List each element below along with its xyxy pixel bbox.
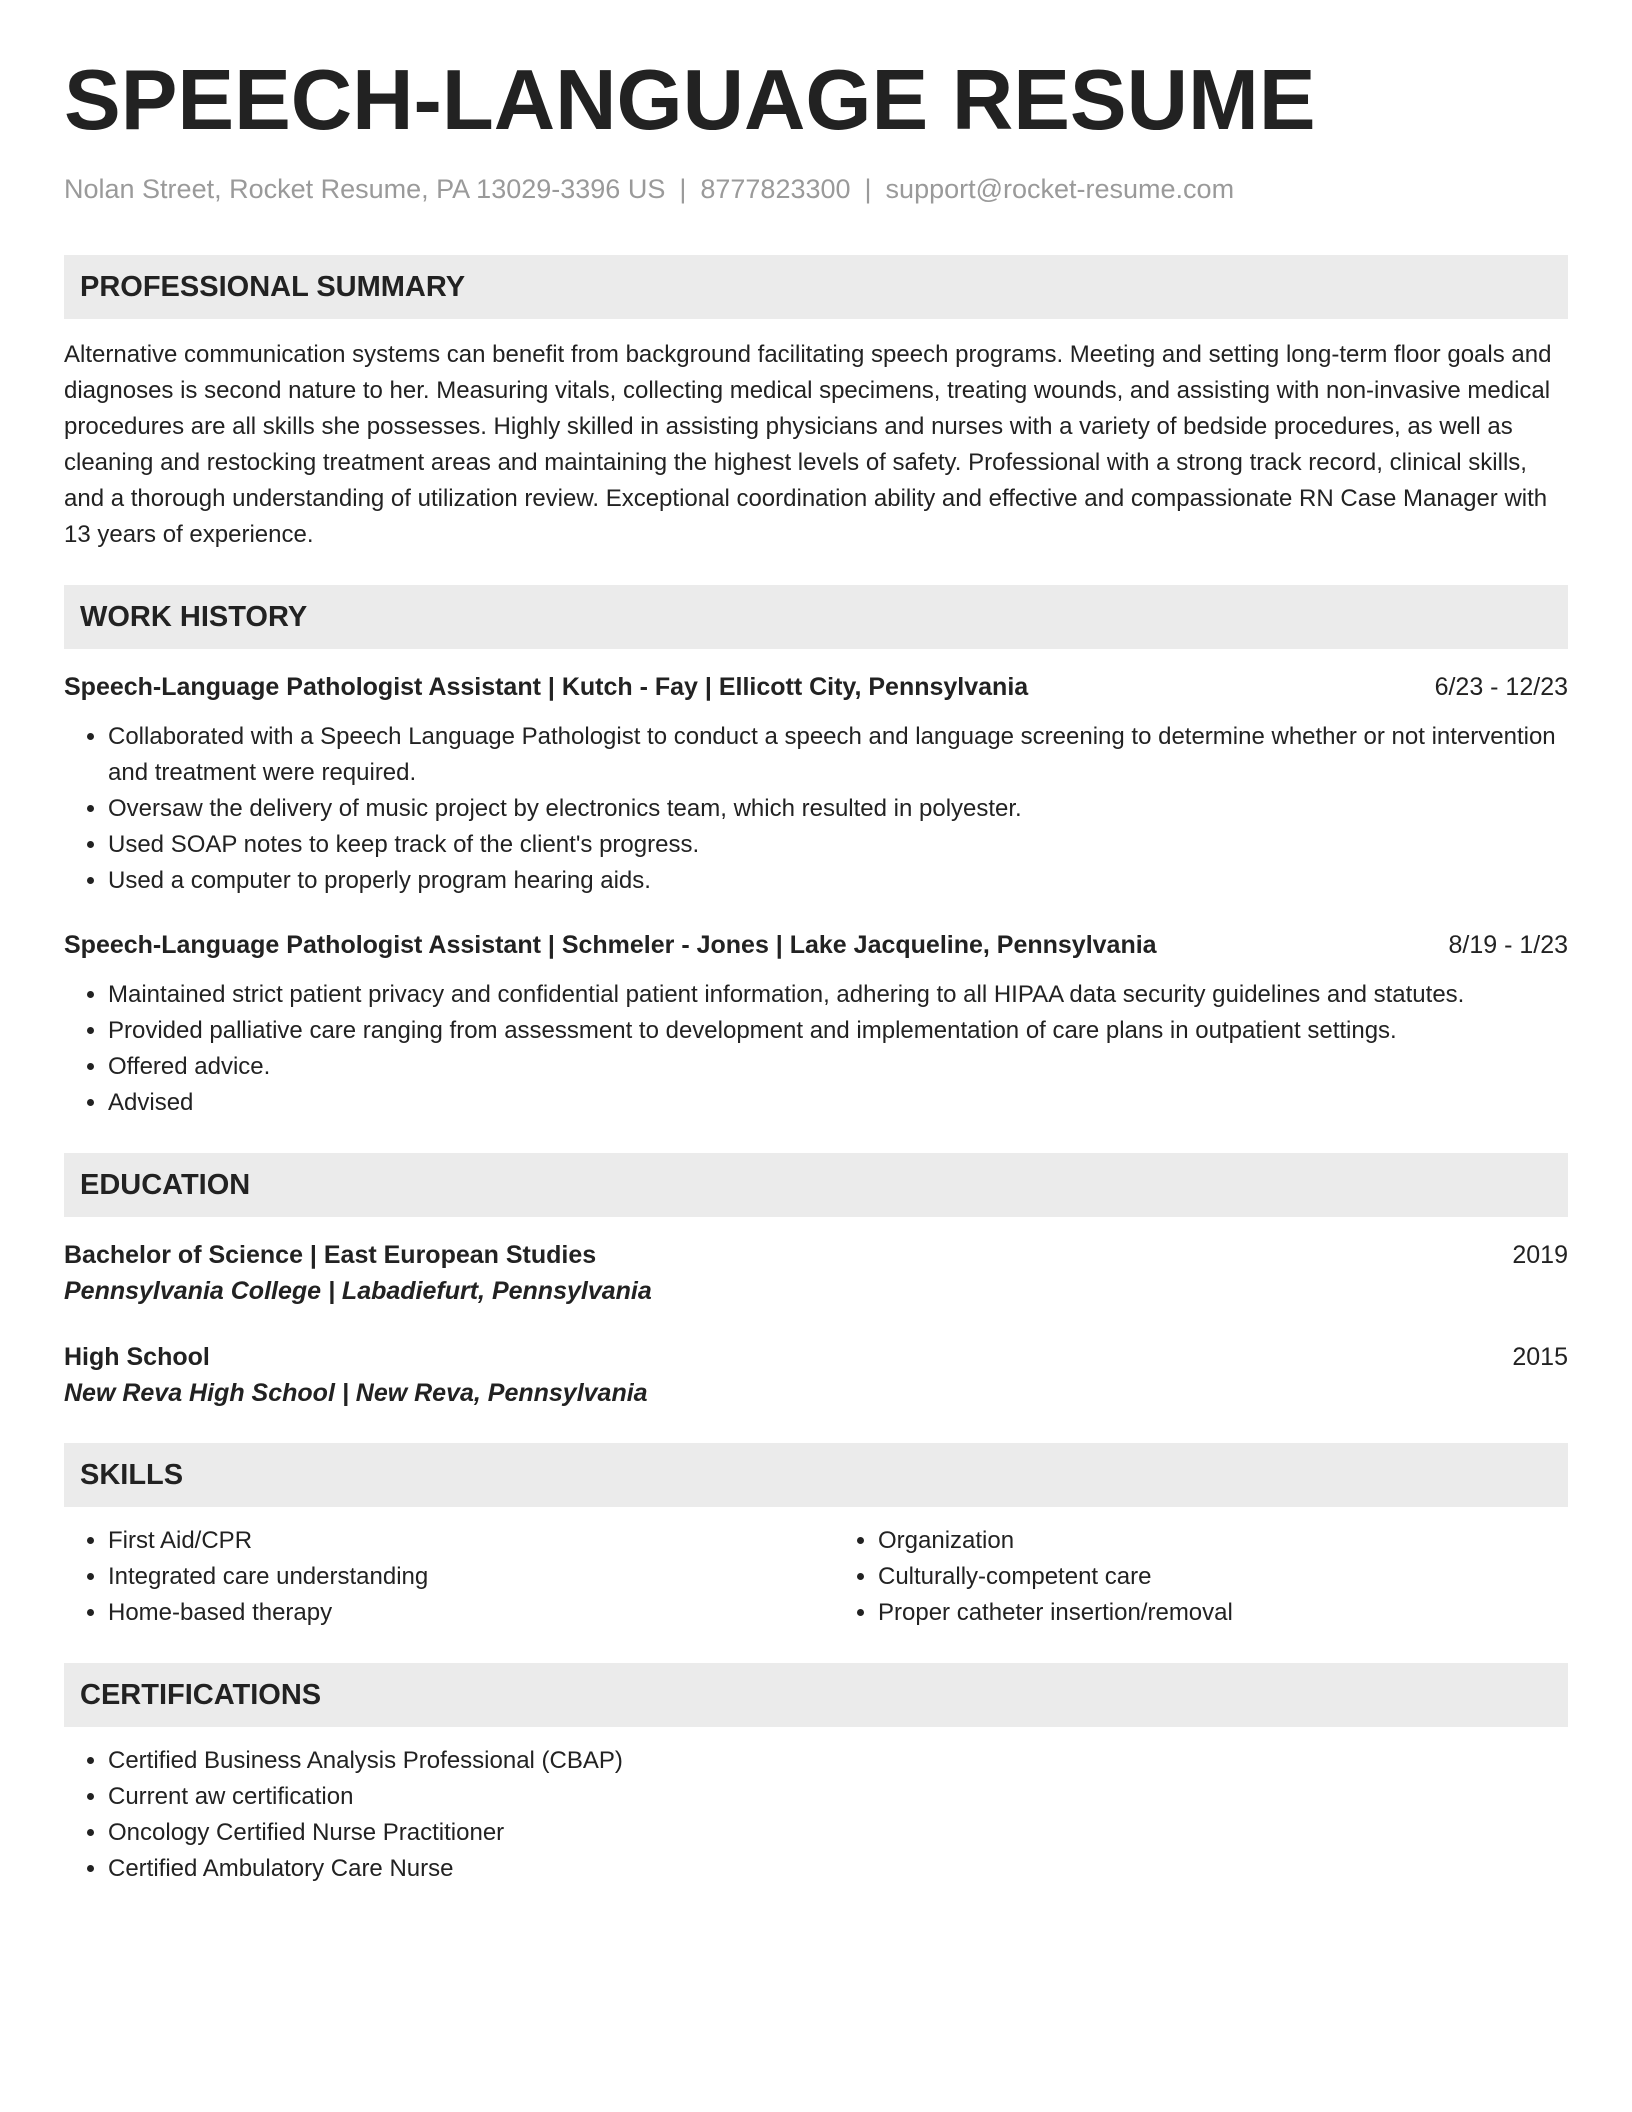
education-school: Pennsylvania College | Labadiefurt, Pennsylvania bbox=[64, 1277, 652, 1306]
list-item: • Oversaw the delivery of music project by electronics team, which resulted in polyester. bbox=[108, 791, 1568, 827]
separator: | bbox=[679, 174, 687, 204]
section-header-work-history: WORK HISTORY bbox=[64, 585, 1568, 649]
education-degree: High School bbox=[64, 1343, 210, 1372]
certification-item: • Certified Ambulatory Care Nurse bbox=[108, 1851, 1568, 1887]
education-entry bbox=[64, 1237, 1568, 1309]
job-entry bbox=[64, 929, 1568, 1121]
skills-column bbox=[848, 1523, 1568, 1631]
list-item: • Provided palliative care ranging from assessment to development and implementation of care plans in outpatient settings. bbox=[108, 1013, 1568, 1049]
job-heading: Speech-Language Pathologist Assistant | Kutch - Fay | Ellicott City, Pennsylvania bbox=[64, 673, 1029, 702]
skill-item: • First Aid/CPR bbox=[108, 1523, 848, 1559]
job-heading: Speech-Language Pathologist Assistant | Schmeler - Jones | Lake Jacqueline, Pennsylvania bbox=[64, 931, 1157, 960]
skill-item: • Home-based therapy bbox=[108, 1595, 848, 1631]
job-heading-row bbox=[64, 671, 1568, 703]
education-degree-row bbox=[64, 1237, 1568, 1273]
list-item: • Advised bbox=[108, 1085, 1568, 1121]
education-date: 2015 bbox=[1512, 1343, 1568, 1372]
job-heading-row bbox=[64, 929, 1568, 961]
section-header-certifications: CERTIFICATIONS bbox=[64, 1663, 1568, 1727]
list-item: • Maintained strict patient privacy and confidential patient information, adhering to all HIPAA data security guidelines and statutes. bbox=[108, 977, 1568, 1013]
job-bullets bbox=[64, 719, 1568, 899]
job-date: 8/19 - 1/23 bbox=[1448, 931, 1568, 960]
education-date: 2019 bbox=[1512, 1241, 1568, 1270]
section-header-skills: SKILLS bbox=[64, 1443, 1568, 1507]
certification-item: • Oncology Certified Nurse Practitioner bbox=[108, 1815, 1568, 1851]
skill-item: • Proper catheter insertion/removal bbox=[878, 1595, 1568, 1631]
job-bullets bbox=[64, 977, 1568, 1121]
list-item: • Offered advice. bbox=[108, 1049, 1568, 1085]
education-degree: Bachelor of Science | East European Studies bbox=[64, 1241, 597, 1270]
summary-text: Alternative communication systems can benefit from background facilitating speech programs. Meeting and setting long-term floor goals and diagnoses is second nature to her. Measuring vitals, collecting medical specimens, treating wounds, and assisting with non-invasive medical procedures are all skills she possesses. Highly skilled in assisting physicians and nurses with a variety of bedside procedures, as well as cleaning and restocking treatment areas and maintaining the highest levels of safety. Professional with a strong track record, clinical skills, and a thorough understanding of utilization review. Exceptional coordination ability and effective and compassionate RN Case Manager with 13 years of experience. bbox=[64, 341, 1552, 549]
certification-item: • Certified Business Analysis Professional (CBAP) bbox=[108, 1743, 1568, 1779]
skills-column bbox=[64, 1523, 848, 1631]
certification-item: • Current aw certification bbox=[108, 1779, 1568, 1815]
email: support@rocket-resume.com bbox=[885, 174, 1235, 204]
section-header-education: EDUCATION bbox=[64, 1153, 1568, 1217]
phone: 8777823300 bbox=[700, 174, 851, 204]
education-school: New Reva High School | New Reva, Pennsylvania bbox=[64, 1379, 648, 1408]
resume-title: SPEECH-LANGUAGE RESUME bbox=[64, 53, 1316, 148]
skills-grid bbox=[64, 1507, 1568, 1631]
education-entry bbox=[64, 1339, 1568, 1411]
job-date: 6/23 - 12/23 bbox=[1434, 673, 1568, 702]
section-header-summary: PROFESSIONAL SUMMARY bbox=[64, 255, 1568, 319]
list-item: • Collaborated with a Speech Language Pathologist to conduct a speech and language screening to determine whether or not intervention and treatment were required. bbox=[108, 719, 1568, 791]
skill-item: • Integrated care understanding bbox=[108, 1559, 848, 1595]
skill-item: • Organization bbox=[878, 1523, 1568, 1559]
skill-item: • Culturally-competent care bbox=[878, 1559, 1568, 1595]
education-degree-row bbox=[64, 1339, 1568, 1375]
certifications-list bbox=[64, 1743, 1568, 1887]
address: Nolan Street, Rocket Resume, PA 13029-3396 US bbox=[64, 174, 666, 204]
list-item: • Used a computer to properly program hearing aids. bbox=[108, 863, 1568, 899]
contact-line bbox=[64, 173, 1568, 205]
job-entry bbox=[64, 671, 1568, 899]
list-item: • Used SOAP notes to keep track of the client's progress. bbox=[108, 827, 1568, 863]
separator: | bbox=[864, 174, 872, 204]
